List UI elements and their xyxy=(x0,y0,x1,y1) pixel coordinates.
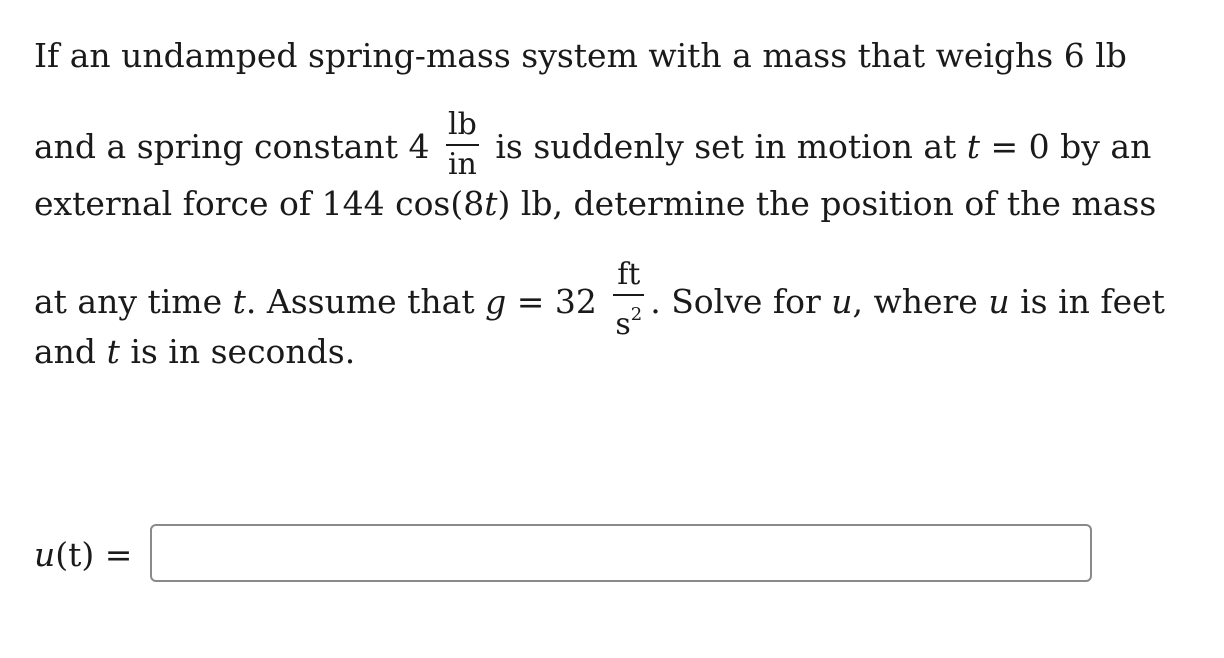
math-variable-t: t xyxy=(106,332,120,371)
math-variable-t: t xyxy=(484,184,498,223)
problem-text: = 0 by an xyxy=(990,127,1152,166)
problem-line-1 xyxy=(34,36,1127,76)
fraction-exponent: 2 xyxy=(630,304,643,325)
problem-text: is suddenly set in motion at xyxy=(495,127,957,166)
gravity-units-fraction xyxy=(613,258,644,342)
answer-label xyxy=(34,535,132,574)
fraction-numerator: ft xyxy=(617,257,641,292)
math-variable-t: t xyxy=(966,127,981,166)
math-variable-u: u xyxy=(988,282,1010,321)
problem-text: at any time xyxy=(34,282,223,321)
fraction-numerator: lb xyxy=(447,107,477,142)
problem-text: external force of 144 cos(8 xyxy=(34,184,485,223)
problem-line-3 xyxy=(34,184,1156,224)
problem-text: . Solve for xyxy=(650,282,821,321)
problem-text: If an undamped spring-mass system with a mass that weighs 6 lb xyxy=(34,36,1127,75)
answer-label-text: (t) = xyxy=(55,534,133,574)
problem-text: = 32 xyxy=(516,282,597,321)
answer-row xyxy=(34,524,146,584)
spring-constant-units-fraction xyxy=(446,108,479,182)
problem-text: and a spring constant 4 xyxy=(34,127,430,166)
fraction-denominator: in xyxy=(447,147,477,182)
fraction-denominator-base: s xyxy=(615,307,631,342)
problem-line-2 xyxy=(34,107,1152,186)
problem-text: is in feet xyxy=(1020,282,1165,321)
problem-text: is in seconds. xyxy=(130,332,356,371)
math-variable-t: t xyxy=(232,282,246,321)
problem-text: . Assume that xyxy=(245,282,475,321)
problem-text: and xyxy=(34,332,97,371)
problem-line-5 xyxy=(34,332,355,372)
math-variable-g: g xyxy=(485,282,507,321)
problem-text: , where xyxy=(852,282,978,321)
answer-input[interactable] xyxy=(150,524,1092,582)
fraction-bar xyxy=(446,144,479,146)
math-variable-u: u xyxy=(831,282,853,321)
math-variable-u: u xyxy=(34,534,56,574)
problem-text: ) lb, determine the position of the mass xyxy=(497,184,1157,223)
fraction-bar xyxy=(613,294,644,296)
fraction-denominator xyxy=(613,298,644,342)
